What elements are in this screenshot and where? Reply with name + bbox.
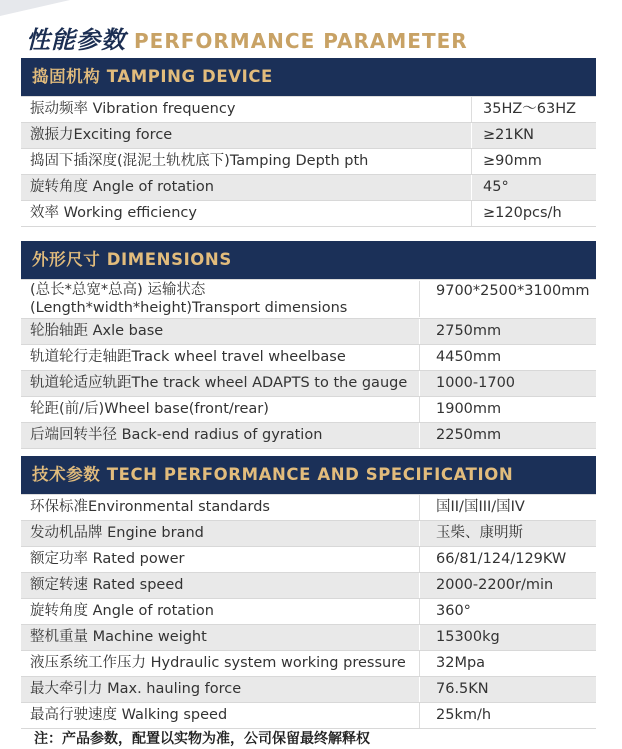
spec-value: 32Mpa [436, 655, 486, 671]
spec-label-line: (Length*width*height)Transport dimensions [30, 300, 348, 316]
spec-label: 额定转速 Rated speed [21, 573, 420, 598]
spec-value: 1000-1700 [436, 375, 516, 391]
spec-label: 轮胎轴距 Axle base [21, 319, 420, 344]
spec-value: ≥21KN [483, 127, 534, 143]
section-header: 外形尺寸 DIMENSIONS [21, 241, 596, 279]
table-row [21, 599, 596, 625]
spec-value: 2000-2200r/min [436, 577, 554, 593]
spec-value: 国II/国III/国IV [436, 499, 525, 515]
corner-decoration [0, 0, 70, 16]
table-row [21, 345, 596, 371]
spec-value: 45° [483, 179, 509, 195]
footnote: 注：产品参数，配置以实物为准，公司保留最终解释权 [34, 731, 370, 747]
table-row [21, 677, 596, 703]
section-tamping-device [21, 58, 596, 227]
table-row [21, 625, 596, 651]
spec-label: 捣固下插深度(混泥土轨枕底下)Tamping Depth pth [21, 149, 472, 174]
spec-label: 后端回转半径 Back-end radius of gyration [21, 423, 420, 448]
spec-value: 玉柴、康明斯 [436, 525, 523, 541]
spec-label: 整机重量 Machine weight [21, 625, 420, 650]
spec-label: 效率 Working efficiency [21, 201, 472, 226]
spec-label: 旋转角度 Angle of rotation [21, 599, 420, 624]
spec-value: 2250mm [436, 427, 502, 443]
spec-label: 最大牵引力 Max. hauling force [21, 677, 420, 702]
spec-label: 轨道轮行走轴距Track wheel travel wheelbase [21, 345, 420, 370]
section-dimensions [21, 241, 596, 449]
table-row [21, 123, 596, 149]
spec-value: ≥90mm [483, 153, 542, 169]
spec-value: 1900mm [436, 401, 502, 417]
table-row [21, 201, 596, 227]
spec-label: 液压系统工作压力 Hydraulic system working pressure [21, 651, 420, 676]
spec-table [21, 279, 596, 449]
page-title [26, 22, 468, 58]
table-row [21, 423, 596, 449]
table-row [21, 97, 596, 123]
table-row [21, 573, 596, 599]
spec-value: 35HZ～63HZ [483, 101, 577, 117]
spec-label: 轨道轮适应轨距The track wheel ADAPTS to the gauge [21, 371, 420, 396]
spec-label: 最高行驶速度 Walking speed [21, 703, 420, 728]
spec-value: 4450mm [436, 349, 502, 365]
spec-value: 360° [436, 603, 471, 619]
table-row [21, 371, 596, 397]
table-row [21, 175, 596, 201]
spec-label: 激振力Exciting force [21, 123, 472, 148]
section-header: 技术参数 TECH PERFORMANCE AND SPECIFICATION [21, 456, 596, 494]
spec-table [21, 494, 596, 729]
table-row [21, 651, 596, 677]
spec-label: 轮距(前/后)Wheel base(front/rear) [21, 397, 420, 422]
spec-value: 2750mm [436, 323, 502, 339]
table-row [21, 319, 596, 345]
spec-label [21, 281, 420, 317]
table-row [21, 703, 596, 729]
page-title-cn: 性能参数 [26, 26, 126, 54]
table-row [21, 397, 596, 423]
section-header: 捣固机构 TAMPING DEVICE [21, 58, 596, 96]
spec-label: 振动频率 Vibration frequency [21, 97, 472, 122]
spec-value: 76.5KN [436, 681, 489, 697]
spec-label: 发动机品牌 Engine brand [21, 521, 420, 546]
spec-value: 66/81/124/129KW [436, 551, 567, 567]
spec-label: 额定功率 Rated power [21, 547, 420, 572]
spec-value: 15300kg [436, 629, 500, 645]
table-row [21, 547, 596, 573]
spec-value: ≥120pcs/h [483, 205, 562, 221]
spec-table [21, 96, 596, 227]
table-row [21, 521, 596, 547]
spec-label-line: (总长*总宽*总高) 运输状态 [30, 282, 206, 298]
table-row [21, 280, 596, 319]
section-tech-performance [21, 456, 596, 729]
spec-label: 旋转角度 Angle of rotation [21, 175, 472, 200]
page-title-en: PERFORMANCE PARAMETER [134, 29, 468, 53]
spec-label: 环保标准Environmental standards [21, 495, 420, 520]
table-row [21, 495, 596, 521]
table-row [21, 149, 596, 175]
spec-value: 25km/h [436, 707, 492, 723]
spec-value: 9700*2500*3100mm [436, 283, 590, 299]
